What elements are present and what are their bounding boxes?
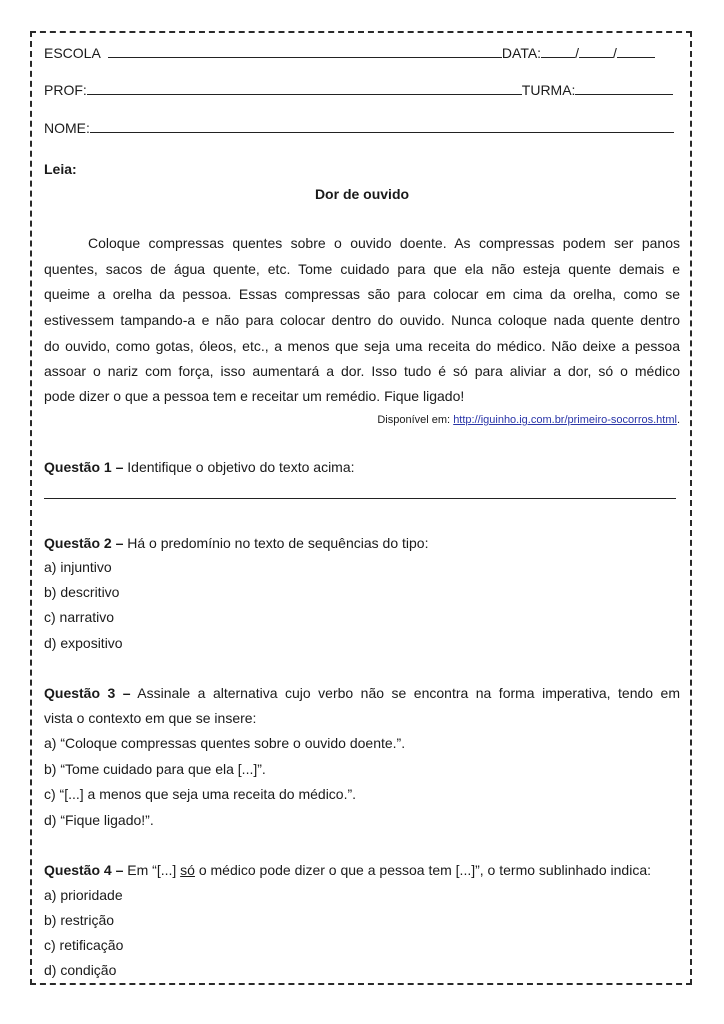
nome-row [44, 119, 674, 137]
escola-row [44, 44, 655, 62]
date-month-field[interactable] [579, 44, 613, 58]
paragraph-line: Coloque compressas quentes sobre o ouvido doente. As compressas podem ser panos [88, 235, 680, 251]
nome-label: NOME: [44, 120, 90, 136]
date-separator: / [575, 45, 579, 61]
question-4-underlined-term: só [180, 862, 195, 878]
prof-field[interactable] [87, 81, 522, 95]
question-4-option-a[interactable]: a) prioridade [44, 887, 123, 903]
question-3-option-a[interactable]: a) “Coloque compressas quentes sobre o ouvido doente.”. [44, 735, 406, 751]
paragraph-line: queime a orelha da pessoa. Essas compressas são para colocar em cima da orelha, como se [44, 286, 680, 302]
question-4-option-c[interactable]: c) retificação [44, 937, 124, 953]
question-4-text-post: o médico pode dizer o que a pessoa tem [...]”, o termo sublinhado indica: [194, 862, 651, 878]
question-1-text: Identifique o objetivo do texto acima: [127, 459, 355, 475]
question-2-option-b[interactable]: b) descritivo [44, 584, 120, 600]
leia-label: Leia: [44, 161, 77, 177]
question-4-label: Questão 4 – [44, 862, 124, 878]
question-4-text-pre: Em “[...] [127, 862, 181, 878]
turma-label: TURMA: [521, 82, 576, 98]
paragraph-line: quentes, sacos de água quente, etc. Tome cuidado para que ela não esteja quente demais e [44, 261, 680, 277]
question-2 [44, 534, 428, 552]
question-4 [44, 861, 651, 879]
question-1 [44, 458, 355, 476]
prof-row [44, 81, 673, 99]
prof-label: PROF: [44, 82, 87, 98]
question-3-option-d[interactable]: d) “Fique ligado!”. [44, 812, 154, 828]
question-2-option-c[interactable]: c) narrativo [44, 609, 115, 625]
paragraph-line: pode dizer o que a pessoa tem e receitar um remédio. Fique ligado! [44, 388, 465, 404]
source-end: . [676, 414, 680, 426]
date-separator: / [612, 45, 617, 61]
question-3-option-c[interactable]: c) “[...] a menos que seja uma receita do médico.”. [44, 786, 357, 802]
source-link[interactable]: http://iguinho.ig.com.br/primeiro-socorros.html [453, 414, 677, 426]
reading-title: Dor de ouvido [314, 186, 410, 202]
source-label: Disponível em: [377, 414, 451, 426]
question-3-text-line1: Assinale a alternativa cujo verbo não se encontra na forma imperativa, tendo em [137, 685, 680, 701]
paragraph-line: assoar o nariz com força, isso aumentará a dor. Isso tudo é só para aliviar a dor, só o médico [44, 363, 680, 379]
data-label: DATA: [501, 45, 542, 61]
escola-label: ESCOLA [44, 45, 101, 61]
paragraph-line: do ouvido, como gotas, óleos, etc., a menos que seja uma receita do médico. Não deixe a pessoa [44, 338, 680, 354]
question-3-text-line2: vista o contexto em que se insere: [44, 710, 257, 726]
question-3 [44, 684, 680, 702]
page-border [30, 31, 692, 985]
question-2-option-a[interactable]: a) injuntivo [44, 559, 112, 575]
turma-field[interactable] [575, 81, 673, 95]
question-2-option-d[interactable]: d) expositivo [44, 635, 123, 651]
source-citation [44, 413, 680, 427]
question-1-label: Questão 1 – [44, 459, 124, 475]
question-2-label: Questão 2 – [44, 535, 124, 551]
question-2-text: Há o predomínio no texto de sequências do tipo: [127, 535, 429, 551]
paragraph-line: estivessem tampando-a e não para colocar dentro do ouvido. Nunca coloque nada quente dentro [44, 312, 680, 328]
question-3-label: Questão 3 – [44, 685, 131, 701]
nome-field[interactable] [90, 119, 674, 133]
question-3-option-b[interactable]: b) “Tome cuidado para que ela [...]”. [44, 761, 266, 777]
question-4-option-b[interactable]: b) restrição [44, 912, 115, 928]
escola-field[interactable] [108, 44, 502, 58]
question-4-option-d[interactable]: d) condição [44, 962, 117, 978]
question-1-answer-line[interactable] [44, 498, 676, 499]
date-year-field[interactable] [617, 44, 655, 58]
date-day-field[interactable] [541, 44, 575, 58]
